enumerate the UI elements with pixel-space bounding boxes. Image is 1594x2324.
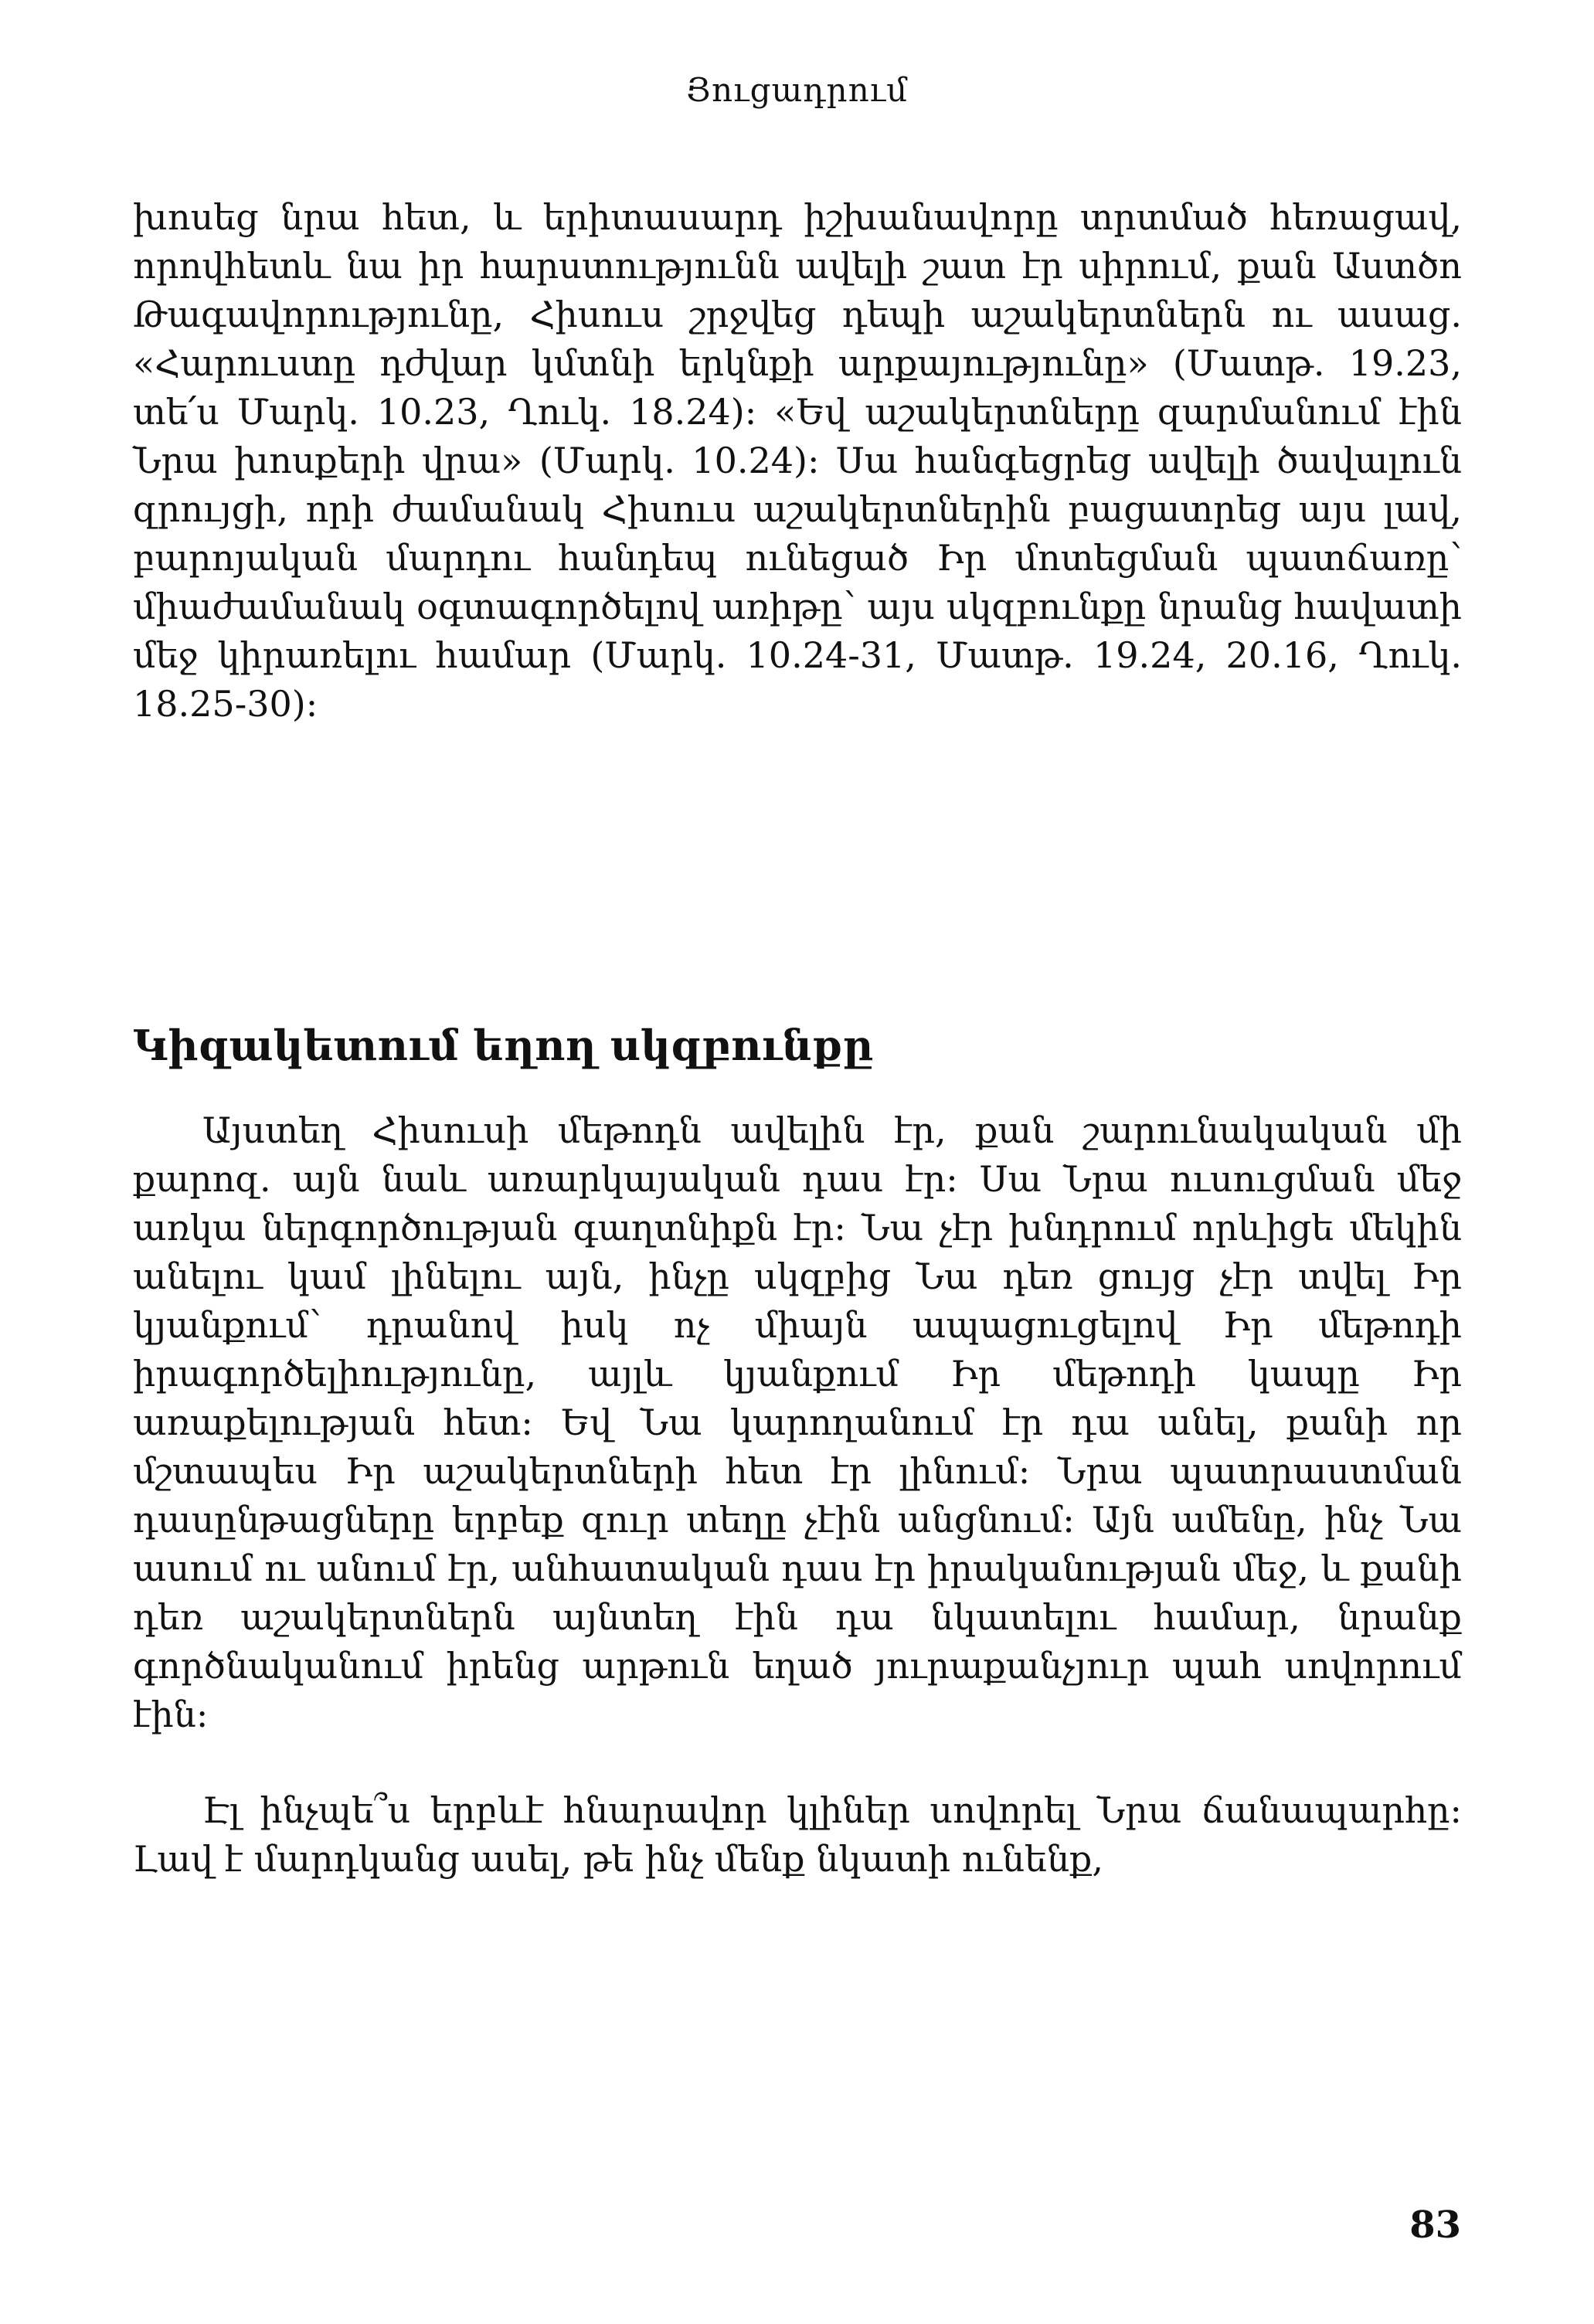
page-number: 83: [1409, 2203, 1461, 2247]
paragraph-continuation: խոսեց նրա հետ, և երիտասարդ իշխանավորը տրտմած հեռացավ, որովհետև նա իր հարստությունն ավելի շատ էր սիրում, քան Աստծո Թագավորությունը, Հիսուս շրջվեց դեպի աշակերտներն ու ասաց. «Հարուստը դժվար կմտնի երկնքի արքայությունը» (Մատթ. 19.23, տե՛ս Մարկ. 10.23, Ղուկ. 18.24): «Եվ աշակերտները զարմանում էին Նրա խոսքերի վրա» (Մարկ. 10.24): Սա հանգեցրեց ավելի ծավալուն զրույցի, որի ժամանակ Հիսուս աշակերտներին բացատրեց այս լավ, բարոյական մարդու հանդեպ ունեցած Իր մոտեցման պատճառը՝ միաժամանակ օգտագործելով առիթը՝ այս սկզբունքը նրանց հավատի մեջ կիրառելու համար (Մարկ. 10.24-31, Մատթ. 19.24, 20.16, Ղուկ. 18.25-30):: [133, 196, 1462, 725]
running-header: Յուցադրում: [685, 71, 909, 109]
section-heading: Կիզակետում եղող սկզբունքը: [133, 1021, 874, 1070]
paragraph: Այստեղ Հիսուսի մեթոդն ավելին էր, քան շարունակական մի քարոզ. այն նաև առարկայական դաս էր: Սա Նրա ուսուցման մեջ առկա ներգործության գաղտնիքն էր: Նա չէր խնդրում որևիցե մեկին անելու կամ լինելու այն, ինչը սկզբից Նա դեռ ցույց չէր տվել Իր կյանքում՝ դրանով իսկ ոչ միայն ապացուցելով Իր մեթոդի իրագործելիությունը, այլև կյանքում Իր մեթոդի կապը Իր առաքելության հետ: Եվ Նա կարողանում էր դա անել, քանի որ մշտապես Իր աշակերտների հետ էր լինում: Նրա պատրաստման դասընթացները երբեք զուր տեղը չէին անցնում: Այն ամենը, ինչ Նա ասում ու անում էր, անհատական դաս էր իրականության մեջ, և քանի դեռ աշակերտներն այնտեղ էին դա նկատելու համար, նրանք գործնականում իրենց արթուն եղած յուրաքանչյուր պահ սովորում էին:: [133, 1109, 1462, 1735]
paragraph: Էլ ինչպե՞ս երբևէ հնարավոր կլիներ սովորել Նրա ճանապարհը: Լավ է մարդկանց ասել, թե ինչ մենք նկատի ունենք,: [133, 1789, 1462, 1880]
